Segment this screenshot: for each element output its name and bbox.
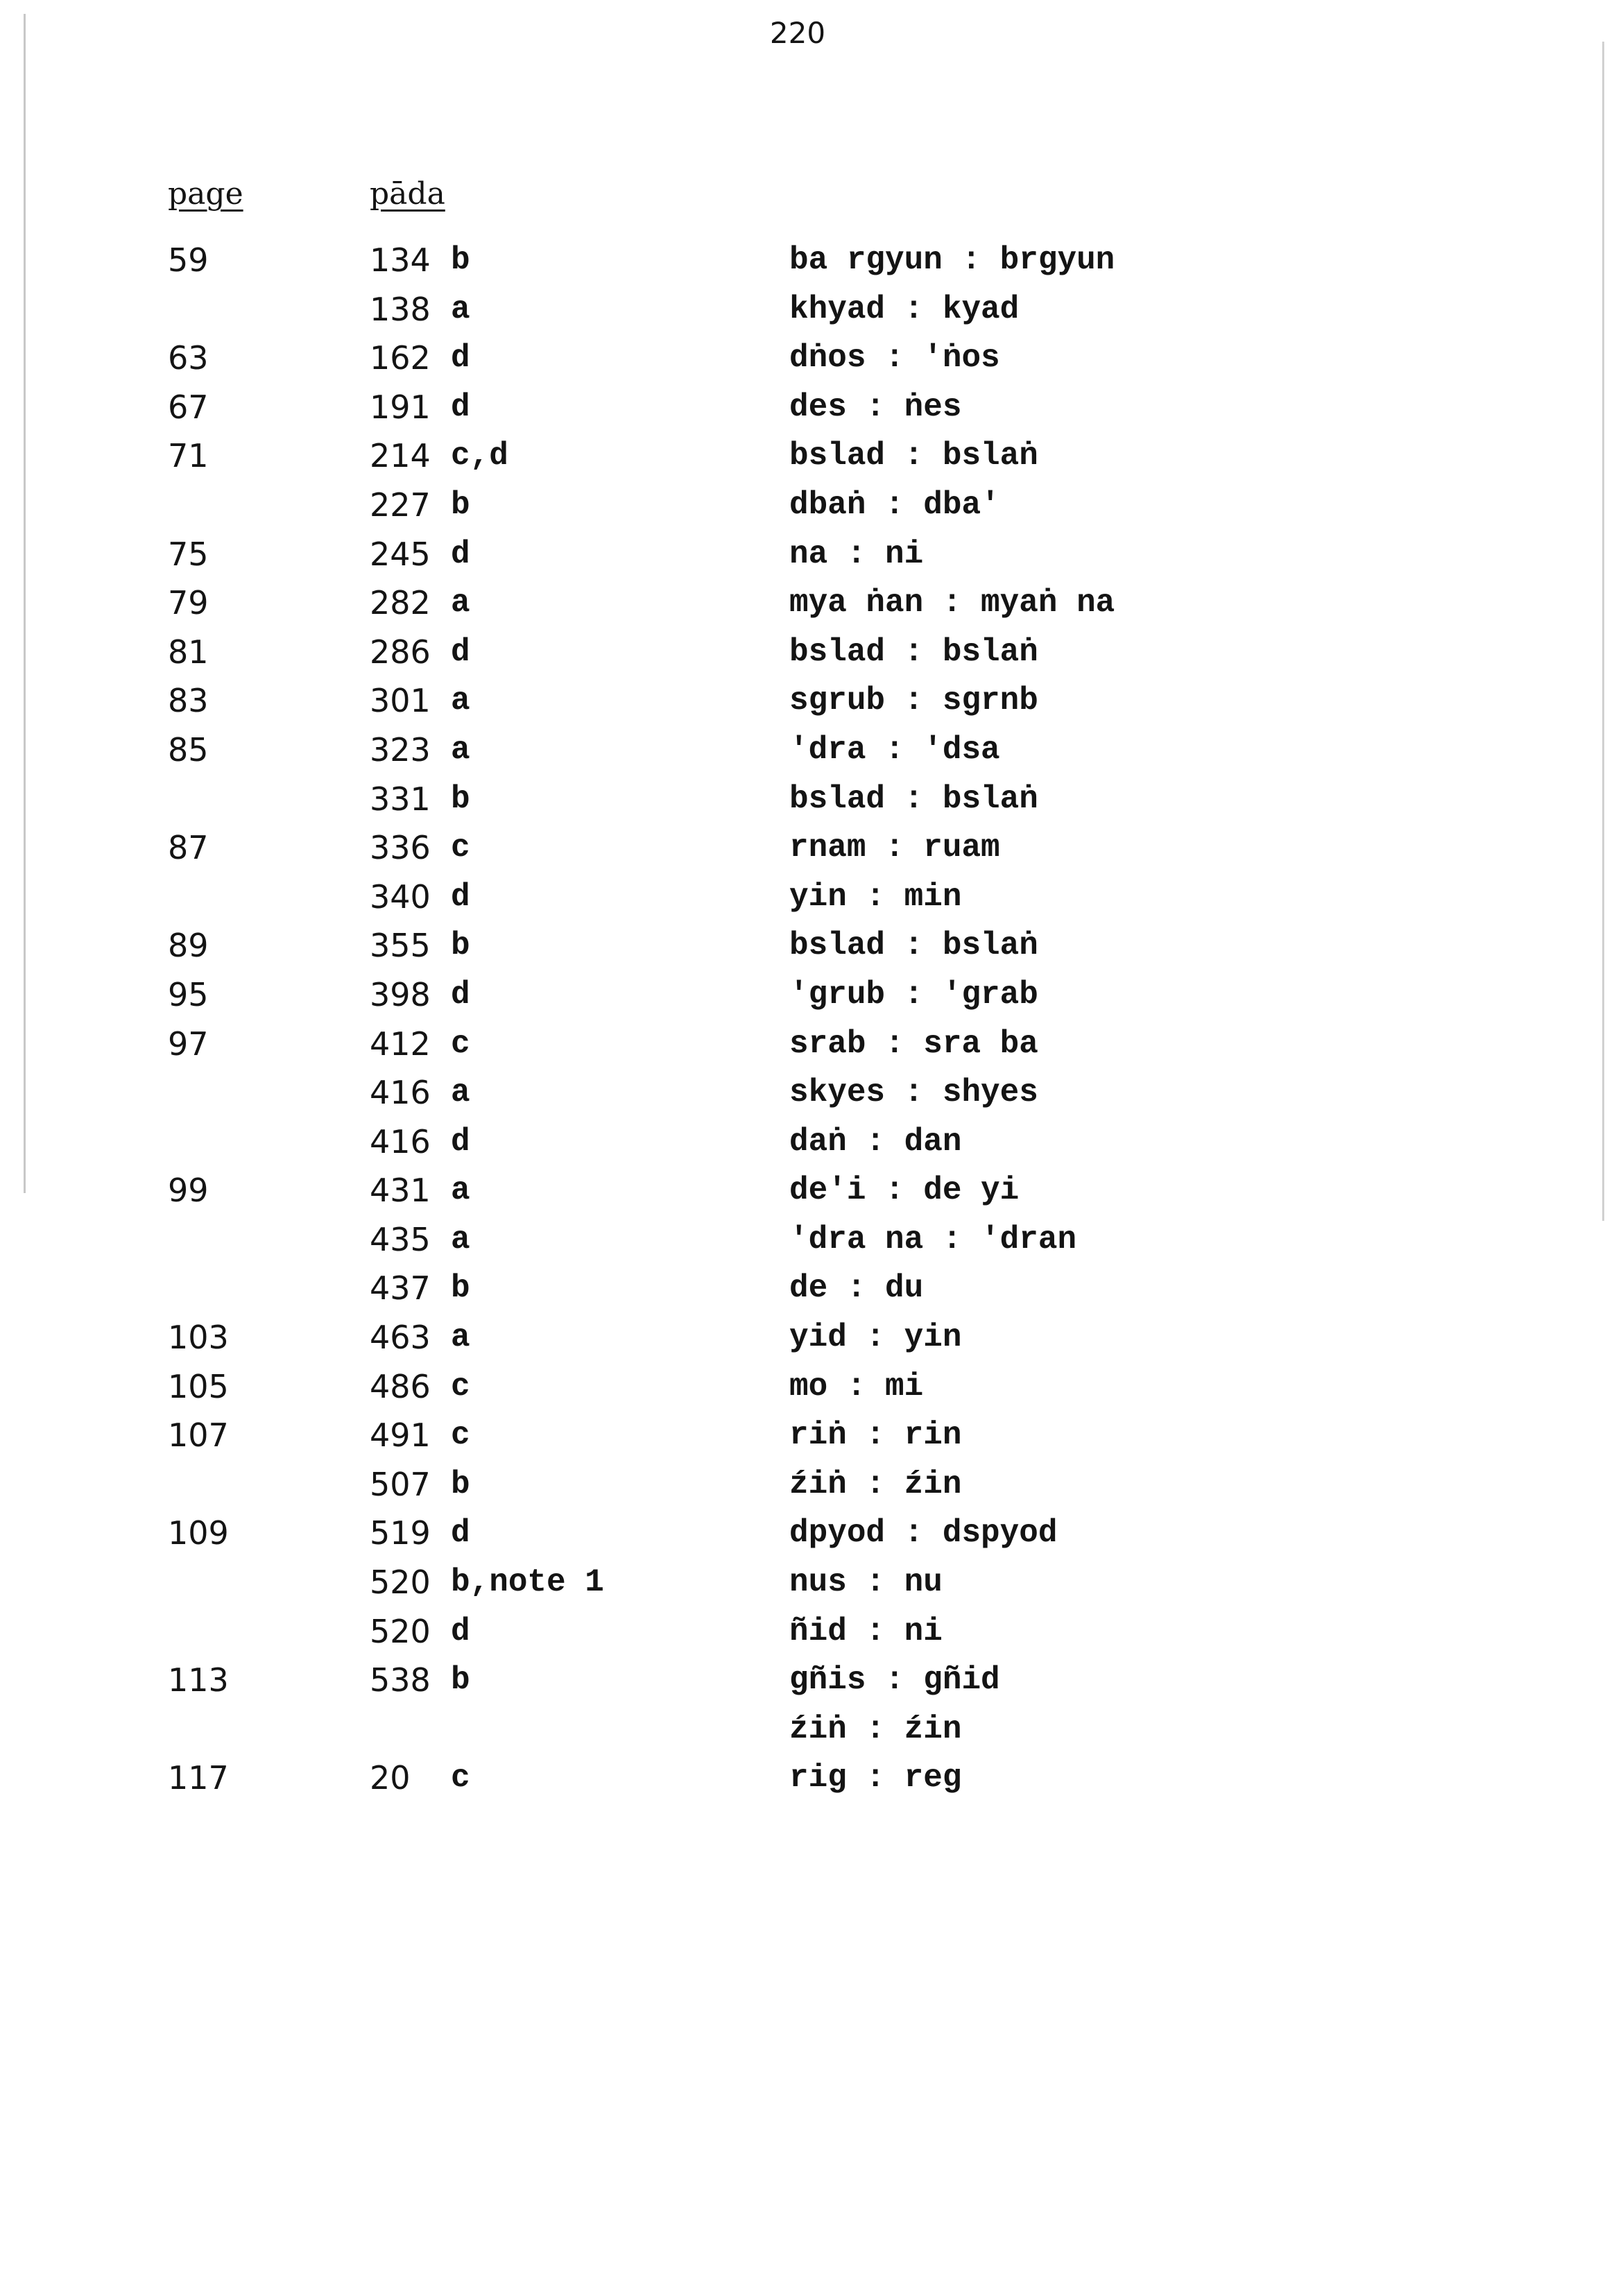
errata-row	[0, 481, 1623, 530]
verse-number: 520	[370, 1612, 431, 1650]
errata-row	[0, 1068, 1623, 1117]
errata-row	[0, 921, 1623, 970]
page-ref: 103	[168, 1319, 229, 1357]
errata-row	[0, 236, 1623, 285]
page-ref: 95	[168, 975, 209, 1013]
page-ref: 81	[168, 633, 209, 671]
variant-reading: riṅ : rin	[789, 1417, 962, 1454]
errata-row	[0, 1754, 1623, 1803]
variant-reading: źiṅ : źin	[789, 1711, 962, 1747]
page-ref: 89	[168, 927, 209, 965]
errata-row	[0, 1656, 1623, 1705]
variant-reading: bslad : bslaṅ	[789, 927, 1038, 964]
variant-reading: gñis : gñid	[789, 1662, 1000, 1699]
variant-reading: na : ni	[789, 536, 924, 572]
errata-row	[0, 676, 1623, 726]
variant-reading: źiṅ : źin	[789, 1466, 962, 1502]
pada-letter: a	[451, 585, 470, 622]
variant-reading: de : du	[789, 1270, 924, 1307]
variant-reading: 'dra : 'dsa	[789, 731, 1000, 768]
page-ref: 75	[168, 535, 209, 573]
errata-row	[0, 823, 1623, 873]
errata-row	[0, 1607, 1623, 1656]
verse-number: 431	[370, 1172, 431, 1210]
pada-letter: b	[451, 780, 470, 817]
verse-number: 416	[370, 1074, 431, 1112]
variant-reading: rnam : ruam	[789, 830, 1000, 866]
page-ref: 117	[168, 1759, 229, 1797]
verse-number: 214	[370, 437, 431, 475]
page-ref: 63	[168, 339, 209, 377]
errata-row	[0, 1362, 1623, 1412]
verse-number: 412	[370, 1025, 431, 1063]
pada-letter: d	[451, 1123, 470, 1160]
variant-reading: khyad : kyad	[789, 291, 1020, 327]
pada-letter: c	[451, 1760, 470, 1797]
pada-letter: c	[451, 1417, 470, 1454]
page-ref: 59	[168, 241, 209, 279]
errata-row	[0, 1264, 1623, 1313]
verse-number: 282	[370, 584, 431, 622]
variant-reading: yin : min	[789, 878, 962, 915]
pada-letter: a	[451, 1172, 470, 1209]
errata-row	[0, 530, 1623, 579]
variant-reading: rig : reg	[789, 1760, 962, 1797]
pada-letter: c	[451, 1025, 470, 1062]
page-ref: 99	[168, 1172, 209, 1210]
page-ref: 97	[168, 1025, 209, 1063]
variant-reading: des : ṅes	[789, 388, 962, 425]
errata-row	[0, 726, 1623, 775]
verse-number: 301	[370, 682, 431, 720]
page-ref: 109	[168, 1514, 229, 1552]
variant-reading: skyes : shyes	[789, 1074, 1038, 1111]
verse-number: 245	[370, 535, 431, 573]
pada-letter: b	[451, 1270, 470, 1307]
variant-reading: mo : mi	[789, 1368, 924, 1405]
verse-number: 507	[370, 1465, 431, 1503]
errata-row	[0, 1558, 1623, 1607]
pada-letter: a	[451, 683, 470, 719]
variant-reading: daṅ : dan	[789, 1123, 962, 1160]
variant-reading: 'dra na : 'dran	[789, 1221, 1077, 1258]
errata-row	[0, 579, 1623, 628]
pada-letter: d	[451, 388, 470, 425]
verse-number: 519	[370, 1514, 431, 1552]
pada-letter: a	[451, 731, 470, 768]
verse-number: 138	[370, 290, 431, 328]
verse-number: 336	[370, 829, 431, 867]
page-ref: 107	[168, 1416, 229, 1455]
pada-letter: d	[451, 1515, 470, 1552]
page-ref: 85	[168, 730, 209, 769]
verse-number: 437	[370, 1269, 431, 1308]
pada-letter: b,note 1	[451, 1564, 604, 1601]
variant-reading: de'i : de yi	[789, 1172, 1020, 1209]
verse-number: 134	[370, 241, 431, 279]
variant-reading: nus : nu	[789, 1564, 943, 1601]
errata-row	[0, 383, 1623, 432]
errata-row	[0, 1460, 1623, 1509]
pada-letter: a	[451, 291, 470, 327]
errata-row	[0, 431, 1623, 481]
pada-letter: b	[451, 927, 470, 964]
variant-reading: ñid : ni	[789, 1613, 943, 1650]
variant-reading: bslad : bslaṅ	[789, 438, 1038, 474]
pada-letter: b	[451, 1662, 470, 1699]
pada-letter: d	[451, 1613, 470, 1650]
verse-number: 491	[370, 1416, 431, 1455]
variant-reading: srab : sra ba	[789, 1025, 1038, 1062]
pada-letter: b	[451, 242, 470, 278]
pada-letter: c	[451, 830, 470, 866]
page-number: 220	[769, 16, 826, 50]
pada-letter: c	[451, 1368, 470, 1405]
errata-row	[0, 1020, 1623, 1069]
page-ref: 83	[168, 682, 209, 720]
pada-letter: d	[451, 340, 470, 377]
column-heading-page: page	[168, 176, 243, 212]
verse-number: 538	[370, 1661, 431, 1699]
pada-letter: a	[451, 1074, 470, 1111]
verse-number: 486	[370, 1367, 431, 1405]
errata-row	[0, 1166, 1623, 1215]
errata-row	[0, 1705, 1623, 1754]
variant-reading: ba rgyun : brgyun	[789, 242, 1115, 278]
verse-number: 286	[370, 633, 431, 671]
errata-row	[0, 334, 1623, 383]
pada-letter: b	[451, 1466, 470, 1502]
pada-letter: d	[451, 878, 470, 915]
verse-number: 398	[370, 975, 431, 1013]
verse-number: 20	[370, 1759, 411, 1797]
variant-reading: yid : yin	[789, 1319, 962, 1356]
pada-letter: a	[451, 1221, 470, 1258]
variant-reading: dbaṅ : dba'	[789, 486, 1000, 523]
page-ref: 79	[168, 584, 209, 622]
verse-number: 416	[370, 1122, 431, 1160]
page-ref: 87	[168, 829, 209, 867]
verse-number: 191	[370, 388, 431, 426]
pada-letter: d	[451, 633, 470, 670]
errata-row	[0, 873, 1623, 922]
verse-number: 520	[370, 1563, 431, 1602]
pada-letter: a	[451, 1319, 470, 1356]
variant-reading: mya ṅan : myaṅ na	[789, 585, 1115, 622]
errata-row	[0, 1313, 1623, 1362]
pada-letter: c,d	[451, 438, 508, 474]
pada-letter: d	[451, 976, 470, 1013]
page-ref: 105	[168, 1367, 229, 1405]
variant-reading: bslad : bslaṅ	[789, 780, 1038, 817]
variant-reading: bslad : bslaṅ	[789, 633, 1038, 670]
verse-number: 227	[370, 486, 431, 524]
errata-row	[0, 1215, 1623, 1265]
errata-row	[0, 775, 1623, 824]
errata-row	[0, 1509, 1623, 1558]
page-ref: 71	[168, 437, 209, 475]
errata-row	[0, 1117, 1623, 1167]
variant-reading: dṅos : 'ṅos	[789, 340, 1000, 377]
verse-number: 162	[370, 339, 431, 377]
verse-number: 355	[370, 927, 431, 965]
verse-number: 463	[370, 1319, 431, 1357]
pada-letter: b	[451, 486, 470, 523]
variant-reading: sgrub : sgrnb	[789, 683, 1038, 719]
errata-row	[0, 285, 1623, 334]
page-ref: 67	[168, 388, 209, 426]
column-heading-pada: pāda	[370, 176, 445, 212]
errata-row	[0, 970, 1623, 1020]
variant-reading: dpyod : dspyod	[789, 1515, 1058, 1552]
variant-reading: 'grub : 'grab	[789, 976, 1038, 1013]
errata-row	[0, 628, 1623, 677]
verse-number: 331	[370, 780, 431, 818]
errata-list	[0, 236, 1623, 1803]
page-ref: 113	[168, 1661, 229, 1699]
verse-number: 340	[370, 877, 431, 916]
verse-number: 323	[370, 730, 431, 769]
pada-letter: d	[451, 536, 470, 572]
errata-row	[0, 1411, 1623, 1460]
verse-number: 435	[370, 1220, 431, 1258]
